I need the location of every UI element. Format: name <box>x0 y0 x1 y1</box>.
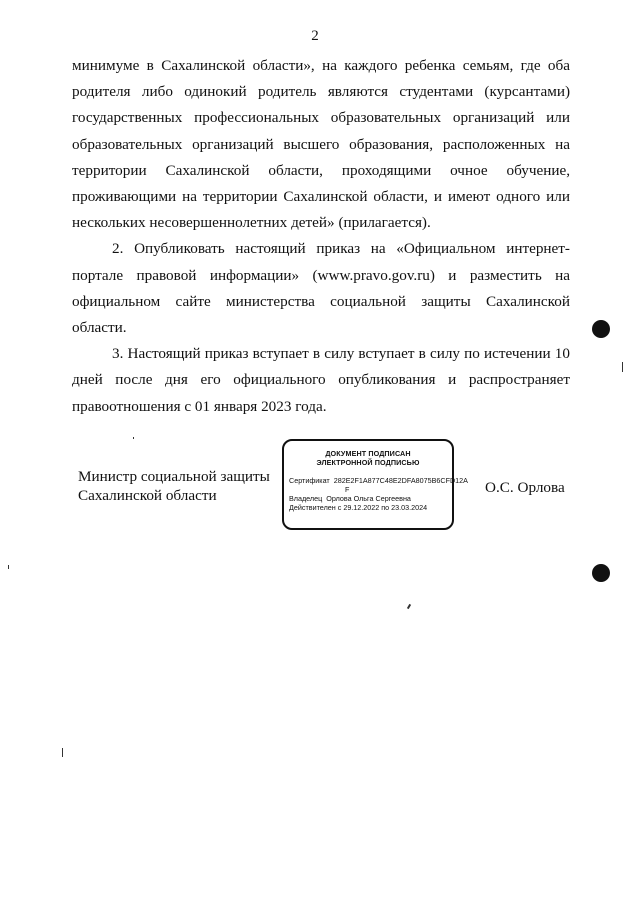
scan-artifact <box>62 748 63 757</box>
signer-position-line2: Сахалинской области <box>78 487 217 504</box>
stamp-validity: Действителен с 29.12.2022 по 23.03.2024 <box>289 503 428 512</box>
signer-position-line1: Министр социальной защиты <box>78 468 270 485</box>
signer-name: О.С. Орлова <box>485 479 565 496</box>
paragraph-3: 3. Настоящий приказ вступает в силу вступает в силу по истечении 10 дней после дня его официального опубликования и распространяет правоотношения с 01 января 2023 года. <box>72 345 570 415</box>
scan-artifact <box>8 565 9 569</box>
stamp-title-line1: ДОКУМЕНТ ПОДПИСАН <box>325 449 411 458</box>
page-number: 2 <box>311 28 319 44</box>
scan-artifact <box>622 362 623 372</box>
scan-artifact <box>133 437 134 439</box>
paragraph-2: 2. Опубликовать настоящий приказ на «Официальном интернет-портале правовой информации» (www.pravo.gov.ru) и разместить на официальном сайте министерства социальной защиты Сахалинской области. <box>72 240 570 337</box>
stamp-certificate-value: 282E2F1A877C48E2DFA8075B6CFD12A <box>333 476 468 485</box>
stamp-certificate-label: Сертификат <box>289 476 330 485</box>
stamp-certificate <box>289 476 468 485</box>
signer-position <box>78 467 270 505</box>
punch-hole-mark-top <box>592 320 610 338</box>
stamp-owner <box>289 494 447 503</box>
paragraph-1-continuation: минимуме в Сахалинской области», на каждого ребенка семьям, где оба родителя либо одинокий родитель являются студентами (курсантами) государственных профессиональных образовательных организаций или образовательных организаций высшего образования, расположенных на территории Сахалинской области, проходящими очное обучение, проживающими на территории Сахалинской области, и имеют одного или нескольких несовершеннолетних детей» (прилагается). <box>72 57 570 232</box>
stamp-certificate-tail: F <box>345 485 350 494</box>
scan-artifact <box>407 604 411 609</box>
stamp-owner-label: Владелец <box>289 494 323 503</box>
stamp-owner-value: Орлова Ольга Сергеевна <box>326 494 411 503</box>
punch-hole-mark-bottom <box>592 564 610 582</box>
stamp-title-line2: ЭЛЕКТРОННОЙ ПОДПИСЬЮ <box>316 458 420 467</box>
document-body <box>72 53 570 420</box>
electronic-signature-stamp <box>282 439 468 530</box>
